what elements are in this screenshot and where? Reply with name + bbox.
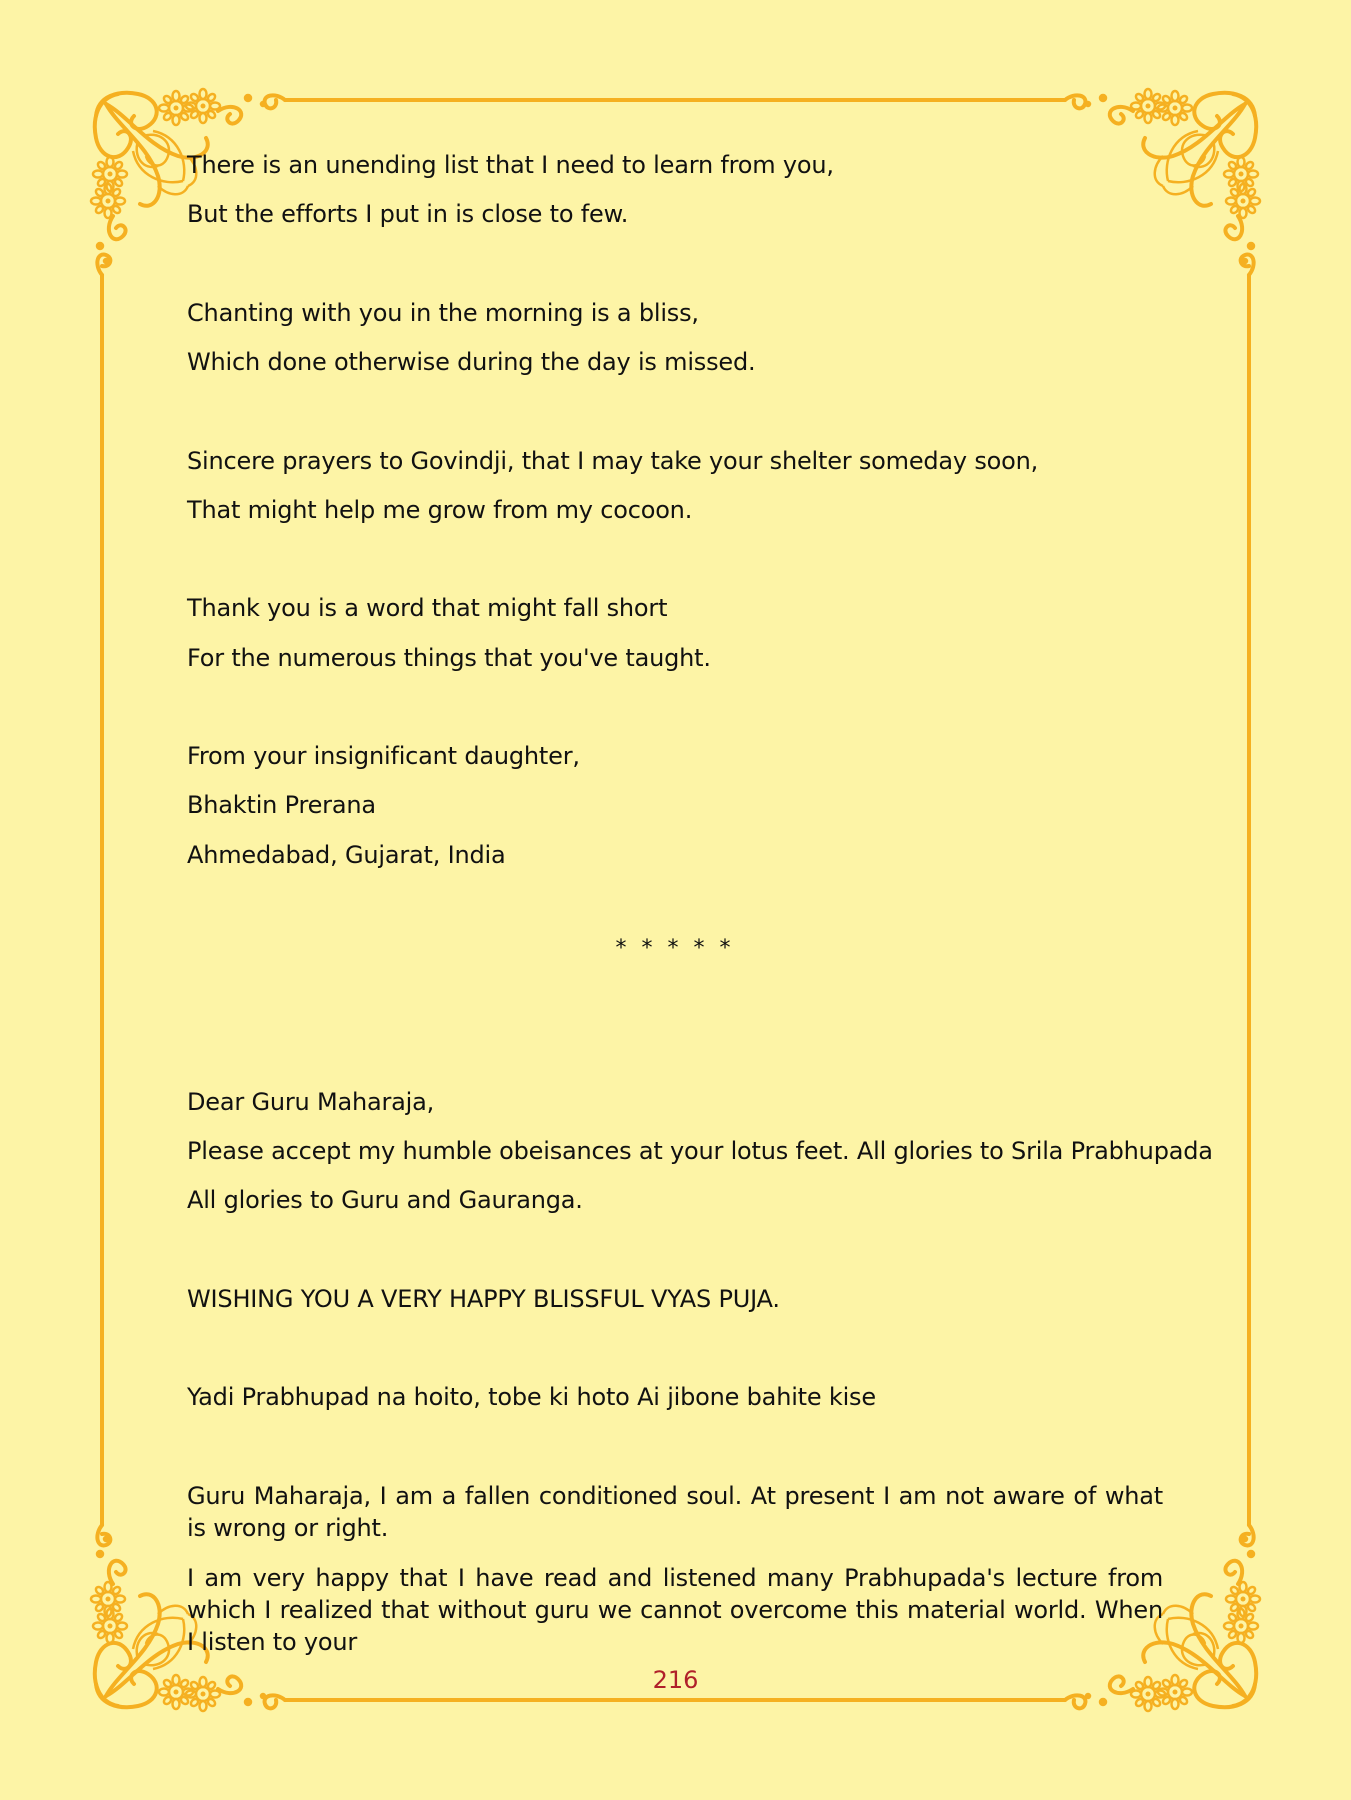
poem-stanza-4-line-1: Thank you is a word that might fall short <box>187 594 668 622</box>
poem-stanza-2-line-1: Chanting with you in the morning is a bliss, <box>187 299 699 327</box>
signature-closing: From your insignificant daughter, <box>187 742 580 770</box>
poem-stanza-3-line-1: Sincere prayers to Govindji, that I may take your shelter someday soon, <box>187 447 1039 475</box>
poem-stanza-1-line-1: There is an unending list that I need to learn from you, <box>187 151 834 179</box>
poem-stanza-4-line-2: For the numerous things that you've taught. <box>187 644 711 672</box>
letter-obeisance-line-1: Please accept my humble obeisances at your lotus feet. All glories to Srila Prabhupada <box>187 1137 1213 1165</box>
letter-song-line: Yadi Prabhupad na hoito, tobe ki hoto Ai jibone bahite kise <box>187 1383 876 1411</box>
letter-wish: WISHING YOU A VERY HAPPY BLISSFUL VYAS PUJA. <box>187 1285 780 1313</box>
poem-stanza-2-line-2: Which done otherwise during the day is missed. <box>187 348 756 376</box>
signature-name: Bhaktin Prerana <box>187 791 376 819</box>
page-number: 216 <box>652 1666 699 1694</box>
section-separator: * * * * * <box>615 936 735 961</box>
poem-stanza-3-line-2: That might help me grow from my cocoon. <box>187 496 693 524</box>
letter-salutation: Dear Guru Maharaja, <box>187 1088 435 1116</box>
corner-ornament-top-right <box>1086 89 1260 263</box>
letter-paragraph-2: I am very happy that I have read and listened many Prabhupada's lecture from which I realized that without guru we cannot overcome this material world. When I listen to your <box>187 1564 1163 1656</box>
poem-stanza-1-line-2: But the efforts I put in is close to few. <box>187 200 629 228</box>
letter-paragraph-1: Guru Maharaja, I am a fallen conditioned soul. At present I am not aware of what is wrong or right. <box>187 1482 1163 1542</box>
signature-location: Ahmedabad, Gujarat, India <box>187 841 506 869</box>
letter-obeisance-line-2: All glories to Guru and Gauranga. <box>187 1186 583 1214</box>
